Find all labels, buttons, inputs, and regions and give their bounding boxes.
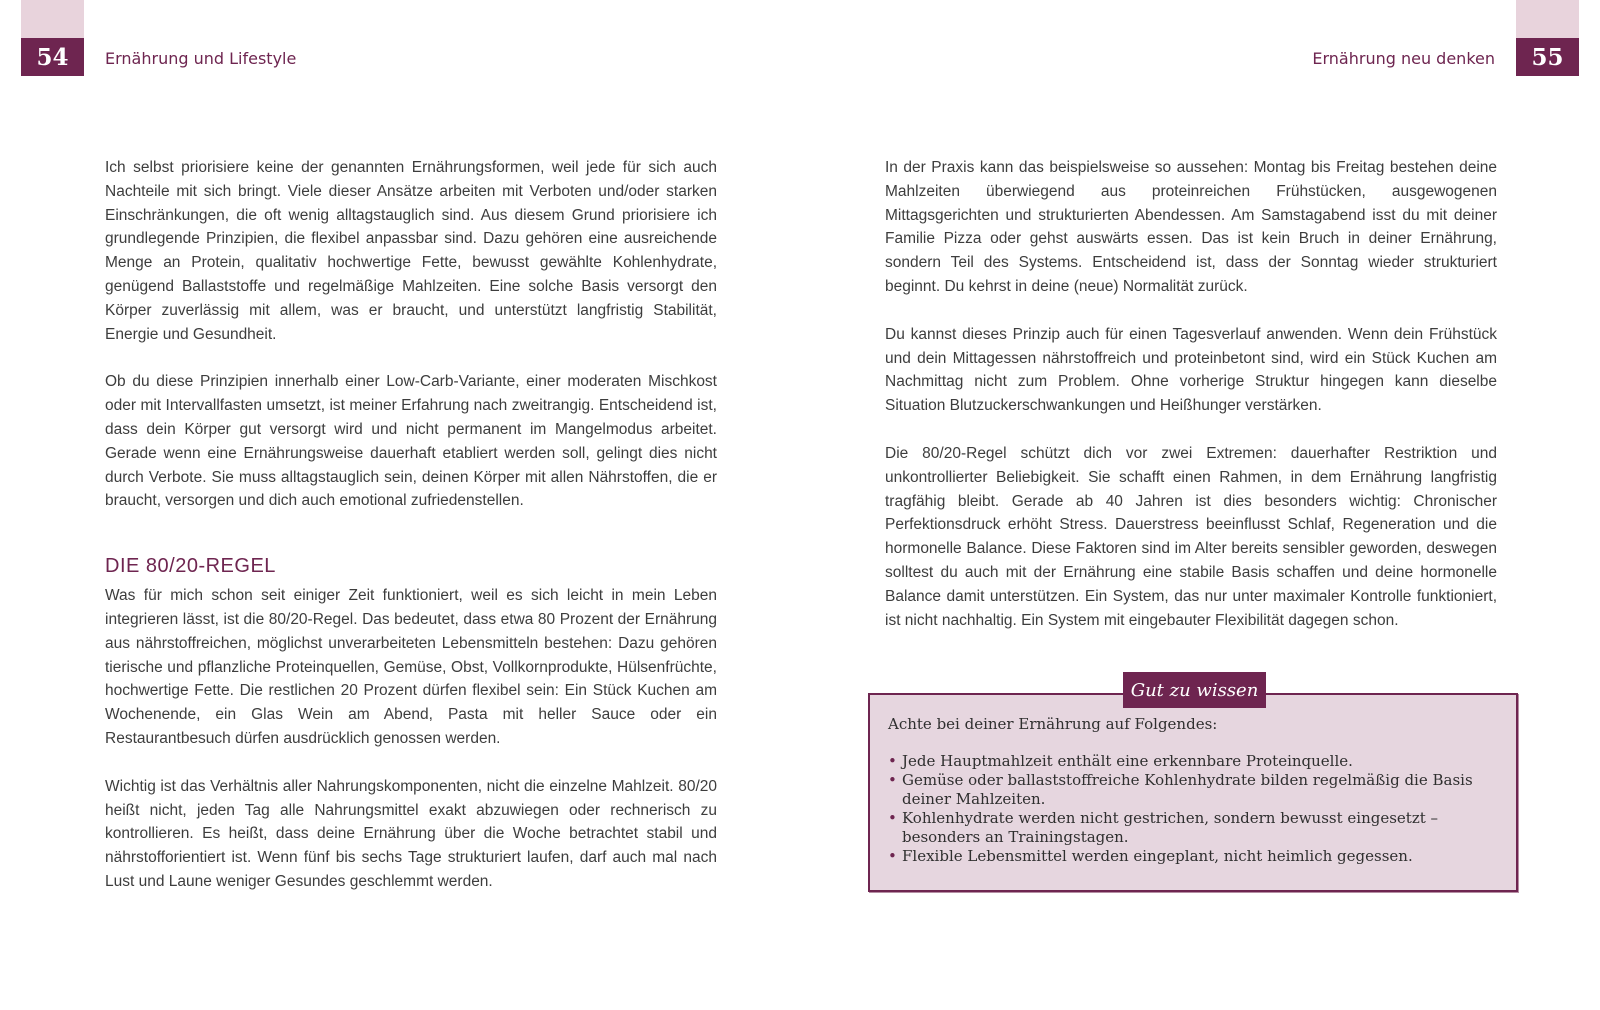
right-page-body: [885, 156, 1497, 656]
page-number-right: 55: [1516, 38, 1579, 76]
list-item: • Jede Hauptmahlzeit enthält eine erkennbare Proteinquelle.: [888, 752, 1500, 771]
paragraph: Du kannst dieses Prinzip auch für einen Tagesverlauf anwenden. Wenn dein Frühstück und dein Mittagessen nährstoffreich und proteinbetont sind, wird ein Stück Kuchen am Nachmittag nicht zum Problem. Ohne vorherige Struktur hingegen kann dieselbe Situation Blutzuckerschwankungen und Heißhunger verstärken.: [885, 325, 1497, 415]
running-head-right: Ernährung neu denken: [1312, 49, 1495, 68]
paragraph: Was für mich schon seit einiger Zeit funktioniert, weil es sich leicht in mein Leben integrieren lässt, ist die 80/20-Regel. Das bedeutet, dass etwa 80 Prozent der Ernährung aus nährstoffreichen, möglichst unverarbeiteten Lebensmitteln bestehen: Dazu gehören tierische und pflanzliche Proteinquellen, Gemüse, Obst, Vollkornprodukte, Hülsenfrüchte, hochwertige Fette. Die restlichen 20 Prozent dürfen flexibel sein: Ein Stück Kuchen am Wochenende, ein Glas Wein am Abend, Pasta mit heller Sauce oder ein Restaurantbesuch dürfen ausdrücklich genossen werden.: [105, 587, 717, 747]
paragraph: Die 80/20-Regel schützt dich vor zwei Extremen: dauerhafter Restriktion und unkontrollierter Beliebigkeit. Sie schafft einen Rahmen, in dem Ernährung langfristig tragfähig bleibt. Gerade ab 40 Jahren ist dies besonders wichtig: Chronischer Perfektionsdruck erhöht Stress. Dauerstress beeinflusst Schlaf, Regeneration und die hormonelle Balance. Diese Faktoren sind im Alter bereits sensibler geworden, deswegen solltest du auch mit der Ernährung eine stabile Basis schaffen und deine hormonelle Balance damit unterstützen. Ein System, das nur unter maximaler Kontrolle funktioniert, ist nicht nachhaltig. Ein System mit eingebauter Flexibilität dagegen schon.: [885, 444, 1497, 629]
paragraph: Ob du diese Prinzipien innerhalb einer Low-Carb-Variante, einer moderaten Mischkost oder mit Intervallfasten umsetzt, ist meiner Erfahrung nach zweitrangig. Entscheidend ist, dass dein Körper gut versorgt wird und nicht permanent im Mangelmodus arbeitet. Gerade wenn eine Ernährungsweise dauerhaft etabliert werden soll, gelingt dies nicht durch Verbote. Sie muss alltagstauglich sein, deinen Körper mit allen Nährstoffen, die er braucht, versorgen und dich auch emotional zufriedenstellen.: [105, 373, 717, 510]
page-tab-right: [1516, 0, 1579, 38]
info-box-label: Gut zu wissen: [1123, 672, 1266, 708]
info-box: [868, 693, 1518, 892]
running-head-left: Ernährung und Lifestyle: [105, 49, 297, 68]
left-page-body: [105, 156, 717, 918]
page-number-left: 54: [21, 38, 84, 76]
section-heading: DIE 80/20-REGEL: [105, 555, 276, 578]
info-box-intro: Achte bei deiner Ernährung auf Folgendes:: [888, 715, 1218, 733]
paragraph: Wichtig ist das Verhältnis aller Nahrungskomponenten, nicht die einzelne Mahlzeit. 80/20 heißt nicht, jeden Tag alle Nahrungsmittel exakt abzuwiegen oder rechnerisch zu kontrollieren. Es heißt, dass deine Ernährung über die Woche betrachtet stabil und nährstofforientiert ist. Wenn fünf bis sechs Tage strukturiert laufen, darf auch mal nach Lust und Laune weniger Gesundes geschlemmt werden.: [105, 777, 717, 890]
page-tab-left: [21, 0, 84, 38]
list-item: • Kohlenhydrate werden nicht gestrichen, sondern bewusst eingesetzt – besonders an Trainingstagen.: [888, 809, 1500, 847]
list-item: • Flexible Lebensmittel werden eingeplant, nicht heimlich gegessen.: [888, 847, 1500, 866]
paragraph: Ich selbst priorisiere keine der genannten Ernährungsformen, weil jede für sich auch Nachteile mit sich bringt. Viele dieser Ansätze arbeiten mit Verboten und/oder starken Einschränkungen, die oft wenig alltagstauglich sind. Aus diesem Grund priorisiere ich grundlegende Prinzipien, die flexibel anpassbar sind. Dazu gehören eine ausreichende Menge an Protein, qualitativ hochwertige Fette, bewusst gewählte Kohlenhydrate, genügend Ballaststoffe und regelmäßige Mahlzeiten. Eine solche Basis versorgt den Körper zuverlässig mit allem, was er braucht, und unterstützt langfristig Stabilität, Energie und Gesundheit.: [105, 159, 717, 343]
paragraph: In der Praxis kann das beispielsweise so aussehen: Montag bis Freitag bestehen deine Mahlzeiten überwiegend aus proteinreichen Frühstücken, ausgewogenen Mittagsgerichten und strukturierten Abendessen. Am Samstagabend isst du mit deiner Familie Pizza oder gehst auswärts essen. Das ist kein Bruch in deiner Ernährung, sondern Teil des Systems. Entscheidend ist, dass der Sonntag wieder strukturiert beginnt. Du kehrst in deine (neue) Normalität zurück.: [885, 159, 1497, 295]
list-item: • Gemüse oder ballaststoffreiche Kohlenhydrate bilden regelmäßig die Basis deiner Mahlzeiten.: [888, 771, 1500, 809]
info-box-list: [888, 752, 1500, 866]
